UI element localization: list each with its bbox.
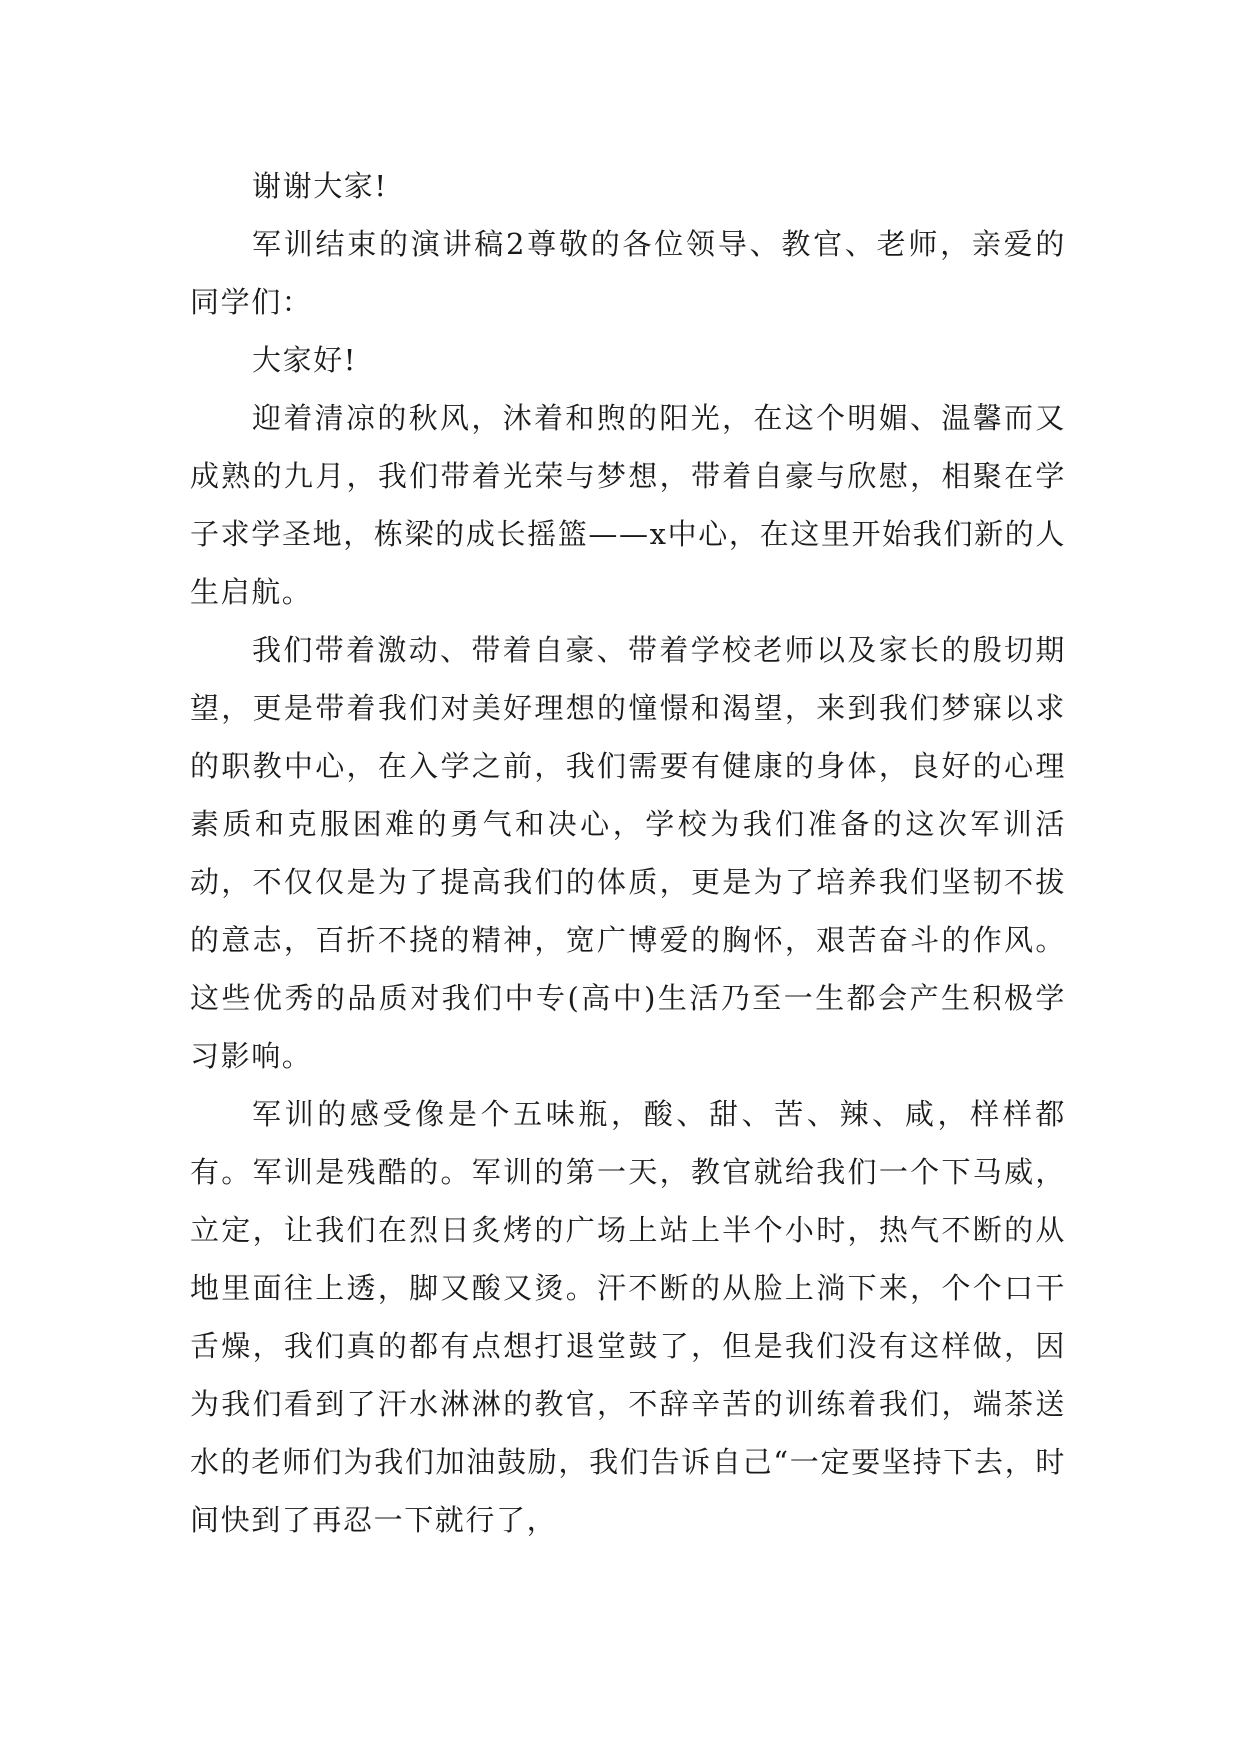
paragraph-purpose: 我们带着激动、带着自豪、带着学校老师以及家长的殷切期望，更是带着我们对美好理想的憧憬和渴望，来到我们梦寐以求的职教中心，在入学之前，我们需要有健康的身体，良好的心理素质和克服困难的勇气和决心，学校为我们准备的这次军训活动，不仅仅是为了提高我们的体质，更是为了培养我们坚韧不拔的意志，百折不挠的精神，宽广博爱的胸怀，艰苦奋斗的作风。这些优秀的品质对我们中专(高中)生活乃至一生都会产生积极学习影响。 xyxy=(190,633,1066,1073)
paragraph-thanks: 谢谢大家! xyxy=(252,169,388,203)
paragraph-speech-title: 军训结束的演讲稿2尊敬的各位领导、教官、老师，亲爱的同学们： xyxy=(190,227,1066,319)
paragraph-greeting: 大家好! xyxy=(252,343,358,377)
paragraph-experience: 军训的感受像是个五味瓶，酸、甜、苦、辣、咸，样样都有。军训是残酷的。军训的第一天，教官就给我们一个下马威，立定，让我们在烈日炙烤的广场上站上半个小时，热气不断的从地里面往上透，脚又酸又烫。汗不断的从脸上淌下来，个个口干舌燥，我们真的都有点想打退堂鼓了，但是我们没有这样做，因为我们看到了汗水淋淋的教官，不辞辛苦的训练着我们，端茶送水的老师们为我们加油鼓励，我们告诉自己“一定要坚持下去，时间快到了再忍一下就行了， xyxy=(190,1097,1066,1537)
paragraph-opening: 迎着清凉的秋风，沐着和煦的阳光，在这个明媚、温馨而又成熟的九月，我们带着光荣与梦想，带着自豪与欣慰，相聚在学子求学圣地，栋梁的成长摇篮——x中心，在这里开始我们新的人生启航。 xyxy=(190,401,1066,609)
document-body xyxy=(190,157,1066,1549)
